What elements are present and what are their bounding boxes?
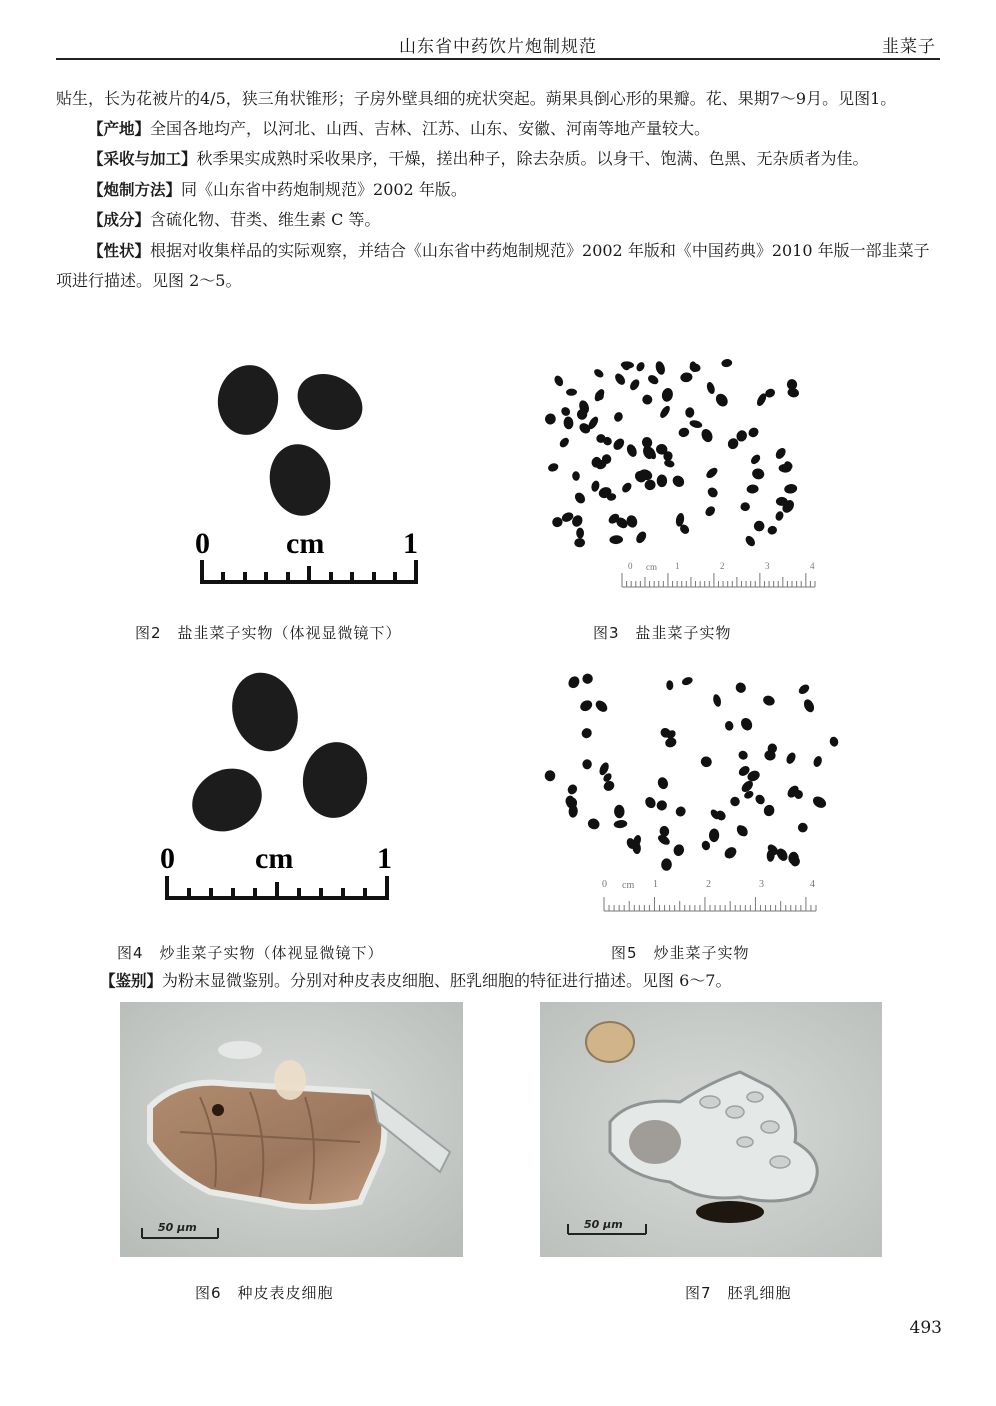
section-label-harvest: 【采收与加工】 — [88, 150, 197, 168]
paragraph-origin — [56, 114, 940, 145]
section-label-identify: 【鉴别】 — [100, 972, 163, 990]
seed — [741, 502, 750, 511]
figure-caption-text: 炒韭菜子实物 — [653, 944, 750, 962]
section-text-composition: 含硫化物、苷类、维生素 C 等。 — [150, 210, 381, 229]
seed — [724, 720, 734, 731]
ruler-unit: cm — [622, 880, 635, 891]
seed — [553, 374, 565, 388]
section-text-identify: 为粉末显微鉴别。分别对种皮表皮细胞、胚乳细胞的特征进行描述。见图 6～7。 — [162, 971, 732, 990]
figure-4-seeds-closeup — [155, 670, 405, 910]
figure-4-caption — [117, 942, 384, 963]
seed-scatter — [544, 358, 800, 548]
seed — [655, 799, 669, 812]
paragraph-composition — [56, 205, 940, 236]
scale-start: 0 — [160, 842, 175, 875]
page-number: 493 — [909, 1318, 942, 1338]
seed — [752, 519, 767, 534]
paragraph-method — [56, 175, 940, 206]
figure-5-seeds-ruler — [540, 665, 850, 920]
section-label-character: 【性状】 — [88, 241, 151, 260]
seed — [661, 858, 672, 871]
ruler-tick-label: 3 — [765, 561, 770, 571]
seed — [754, 793, 767, 806]
ruler — [604, 897, 816, 911]
paragraph-description-cont: 贴生，长为花被片的4/5，狭三角状锥形；子房外壁具细的疣状突起。蒴果具倒心形的果瓣。花、果期7～9月。见图1。 — [56, 89, 897, 108]
seed — [566, 389, 577, 396]
seed — [609, 535, 623, 544]
seed — [551, 516, 564, 528]
seed — [737, 749, 750, 762]
seed — [762, 804, 775, 818]
seed — [611, 436, 626, 452]
scalebar-label: 50 μm — [158, 1221, 197, 1234]
figure-number: 图3 — [593, 624, 620, 642]
scale-end: 1 — [403, 527, 418, 560]
seed — [703, 504, 717, 518]
figure-caption-text: 胚乳细胞 — [727, 1284, 792, 1302]
ruler-unit: cm — [646, 562, 657, 572]
seed — [699, 755, 714, 770]
seed-image — [212, 360, 372, 521]
seed — [566, 674, 581, 690]
seed — [670, 473, 686, 489]
seed — [751, 467, 765, 480]
section-text-method: 同《山东省中药炮制规范》2002 年版。 — [181, 179, 467, 199]
seed — [722, 845, 738, 861]
section-text-harvest: 秋季果实成熟时采收果序，干燥，搓出种子，除去杂质。以身干、饱满、色黑、无杂质者为佳。 — [196, 149, 869, 168]
seed — [774, 510, 785, 522]
seed — [602, 779, 616, 793]
seed — [625, 443, 639, 459]
seed — [572, 471, 580, 481]
seed — [654, 360, 666, 376]
seed — [657, 474, 668, 487]
book-title: 山东省中药饮片炮制规范 — [399, 37, 597, 57]
figure-number: 图6 — [195, 1284, 222, 1302]
section-label-composition: 【成分】 — [88, 211, 151, 229]
seed — [634, 530, 648, 545]
seed — [558, 436, 571, 449]
seed — [705, 381, 716, 395]
seed — [829, 736, 840, 748]
ruler-tick-label: 1 — [653, 879, 658, 890]
seed — [563, 416, 574, 430]
scale-end: 1 — [377, 842, 392, 875]
paragraph-identify — [100, 968, 731, 991]
figure-7-caption — [685, 1282, 792, 1303]
seed — [576, 528, 584, 539]
seed — [746, 484, 759, 494]
figure-caption-text: 种皮表皮细胞 — [237, 1284, 334, 1302]
monograph-name: 韭菜子 — [882, 37, 936, 57]
figure-number: 图2 — [135, 624, 162, 642]
section-text-character: 根据对收集样品的实际观察，并结合《山东省中药炮制规范》2002 年版和《中国药典》2010 年版一部韭菜子项进行描述。见图 2～5。 — [56, 240, 930, 290]
scalebar-label: 50 μm — [584, 1218, 623, 1231]
seed — [744, 534, 757, 548]
seed — [547, 462, 560, 473]
figure-3-seeds-ruler — [530, 355, 830, 595]
seed — [685, 407, 695, 418]
seed — [656, 776, 670, 791]
seed — [677, 426, 690, 438]
seed — [613, 411, 625, 423]
ruler-tick-label: 2 — [706, 879, 711, 890]
seed — [593, 387, 607, 403]
seed — [774, 446, 788, 461]
scale-bar — [167, 876, 387, 900]
figure-7-micrograph — [540, 1002, 882, 1257]
section-label-method: 【炮制方法】 — [88, 180, 182, 199]
figure-caption-text: 炒韭菜子实物（体视显微镜下） — [159, 944, 384, 962]
seed — [734, 680, 748, 694]
ruler-tick-label: 0 — [602, 879, 607, 890]
ruler-tick-label: 2 — [720, 561, 725, 571]
paragraph-character — [56, 236, 940, 296]
seed — [635, 361, 646, 373]
seed — [625, 514, 639, 529]
seed — [641, 394, 653, 406]
seed — [644, 479, 657, 491]
seed — [713, 391, 730, 408]
seed — [582, 759, 591, 769]
seed — [784, 483, 798, 494]
seed — [787, 387, 800, 398]
section-text-origin: 全国各地均产，以河北、山西、吉林、江苏、山东、安徽、河南等地产量较大。 — [150, 118, 711, 138]
ruler-tick-label: 3 — [759, 879, 764, 890]
ruler-tick-label: 4 — [810, 561, 815, 571]
ruler-tick-label: 0 — [628, 561, 633, 571]
seed — [586, 817, 601, 831]
seed — [646, 373, 660, 386]
seed — [767, 525, 779, 536]
figure-number: 图7 — [685, 1284, 712, 1302]
seed — [721, 358, 733, 368]
seed — [739, 716, 755, 733]
seed — [712, 693, 722, 707]
seed — [747, 426, 761, 440]
seed — [593, 698, 609, 714]
figure-caption-text: 盐韭菜子实物（体视显微镜下） — [177, 624, 402, 642]
seed — [674, 804, 688, 818]
seed — [762, 694, 776, 707]
seed — [643, 795, 658, 810]
scale-unit: cm — [255, 842, 294, 875]
ruler-tick-label: 4 — [810, 879, 815, 890]
seed — [797, 683, 811, 696]
seed — [680, 372, 693, 383]
scale-start: 0 — [195, 527, 210, 560]
seed — [590, 480, 600, 493]
ruler — [622, 573, 815, 587]
figure-6-caption — [195, 1282, 334, 1303]
seed — [580, 726, 594, 740]
seed-image — [181, 670, 372, 843]
figure-2-seeds-closeup — [190, 360, 430, 590]
seed — [672, 843, 685, 857]
figure-6-micrograph — [120, 1002, 463, 1257]
seed — [613, 819, 627, 828]
seed — [614, 805, 625, 819]
seed — [620, 481, 633, 494]
figure-number: 图4 — [117, 944, 144, 962]
seed — [593, 367, 606, 379]
seed — [661, 387, 675, 403]
ruler-tick-label: 1 — [675, 561, 680, 571]
seed — [566, 783, 579, 796]
figure-3-caption — [593, 622, 732, 643]
figure-caption-text: 盐韭菜子实物 — [635, 624, 732, 642]
seed — [701, 840, 711, 851]
seed — [785, 751, 798, 765]
seed — [658, 404, 672, 419]
seed — [559, 405, 571, 417]
seed — [812, 755, 823, 768]
seed — [689, 419, 703, 429]
body-text — [56, 84, 940, 296]
section-label-origin: 【产地】 — [88, 119, 151, 138]
seed — [681, 676, 694, 687]
seed — [613, 372, 627, 387]
seed-scatter — [544, 672, 839, 871]
seed — [573, 491, 587, 506]
seed — [706, 485, 720, 499]
seed — [728, 795, 741, 808]
scale-bar — [202, 560, 416, 584]
seed — [581, 672, 595, 686]
seed — [544, 412, 558, 426]
seed — [798, 823, 808, 833]
seed — [699, 427, 714, 444]
seed — [574, 538, 585, 548]
figure-number: 图5 — [611, 944, 638, 962]
running-header — [56, 28, 940, 60]
figure-2-caption — [135, 622, 402, 643]
seed — [704, 466, 719, 480]
seed — [709, 828, 720, 842]
seed — [628, 378, 641, 392]
seed — [811, 794, 828, 810]
scale-unit: cm — [286, 527, 325, 560]
seed — [749, 453, 762, 466]
seed — [544, 770, 556, 782]
seed — [802, 698, 816, 714]
figure-5-caption — [611, 942, 750, 963]
seed — [666, 680, 674, 690]
seed — [578, 698, 594, 713]
paragraph-harvest — [56, 144, 940, 175]
